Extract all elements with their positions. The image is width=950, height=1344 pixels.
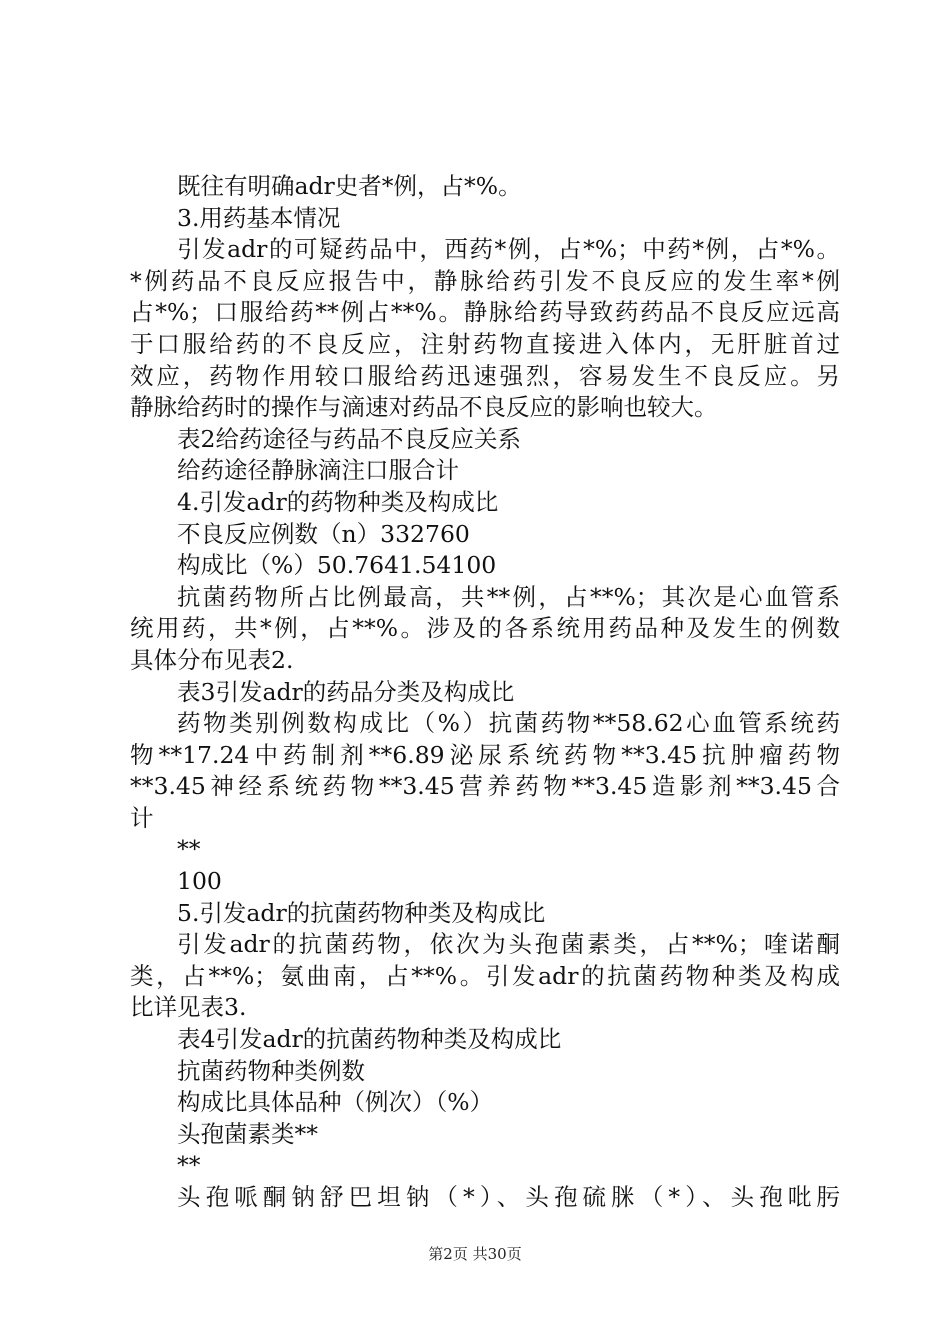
table-caption: 表2给药途径与药品不良反应关系 [177,424,521,453]
table-text: ** [177,835,201,864]
text-line: 类，占**%；氨曲南，占**%。引发adr的抗菌药物种类及构成 [130,961,840,990]
text-line: 比详见表3. [130,993,247,1022]
table-caption: 表3引发adr的药品分类及构成比 [177,677,515,706]
table-text: 构成比（%）50.7641.54100 [177,551,497,580]
table-text: 药物类别例数构成比（%）抗菌药物**58.62心血管系统药 [177,709,840,738]
section-heading: 5.引发adr的抗菌药物种类及构成比 [177,898,546,927]
text-line: *例药品不良反应报告中，静脉给药引发不良反应的发生率*例 [130,266,840,295]
table-text: **3.45神经系统药物**3.45营养药物**3.45造影剂**3.45合 [130,772,840,801]
page-number-footer: 第2页 共30页 [428,1245,522,1263]
text-line: 统用药，共*例，占**%。涉及的各系统用药品种及发生的例数 [130,614,840,643]
table-text: 计 [130,803,154,832]
table-text: 抗菌药物种类例数 [177,1056,365,1085]
table-text: 物**17.24中药制剂**6.89泌尿系统药物**3.45抗肿瘤药物 [130,740,840,769]
text-line: 静脉给药时的操作与滴速对药品不良反应的影响也较大。 [130,393,718,422]
table-text: 头孢哌酮钠舒巴坦钠（*）、头孢硫脒（*）、头孢吡肟 [177,1183,840,1211]
table-caption: 表4引发adr的抗菌药物种类及构成比 [177,1025,562,1054]
text-line: 引发adr的抗菌药物，依次为头孢菌素类，占**%；喹诺酮 [177,930,840,959]
section-heading: 3.用药基本情况 [177,203,341,232]
table-text: 不良反应例数（n）332760 [177,519,470,548]
table-text: ** [177,1151,201,1180]
table-text: 给药途径静脉滴注口服合计 [177,456,459,485]
document-body [130,171,840,1214]
table-text: 头孢菌素类** [177,1119,318,1148]
text-line: 效应，药物作用较口服给药迅速强烈，容易发生不良反应。另 [130,361,840,390]
text-line: 于口服给药的不良反应，注射药物直接进入体内，无肝脏首过 [130,329,840,358]
text-line: 既往有明确adr史者*例，占*%。 [177,172,522,200]
section-heading: 4.引发adr的药物种类及构成比 [177,487,499,516]
text-line: 占*%；口服给药**例占**%。静脉给药导致药药品不良反应远高 [130,298,840,327]
table-text: 100 [177,867,222,896]
text-line: 具体分布见表2. [130,645,294,674]
text-line: 抗菌药物所占比例最高，共**例，占**%；其次是心血管系 [177,582,840,611]
text-line: 引发adr的可疑药品中，西药*例，占*%；中药*例，占*%。 [177,235,840,264]
table-text: 构成比具体品种（例次）（%） [177,1088,494,1117]
